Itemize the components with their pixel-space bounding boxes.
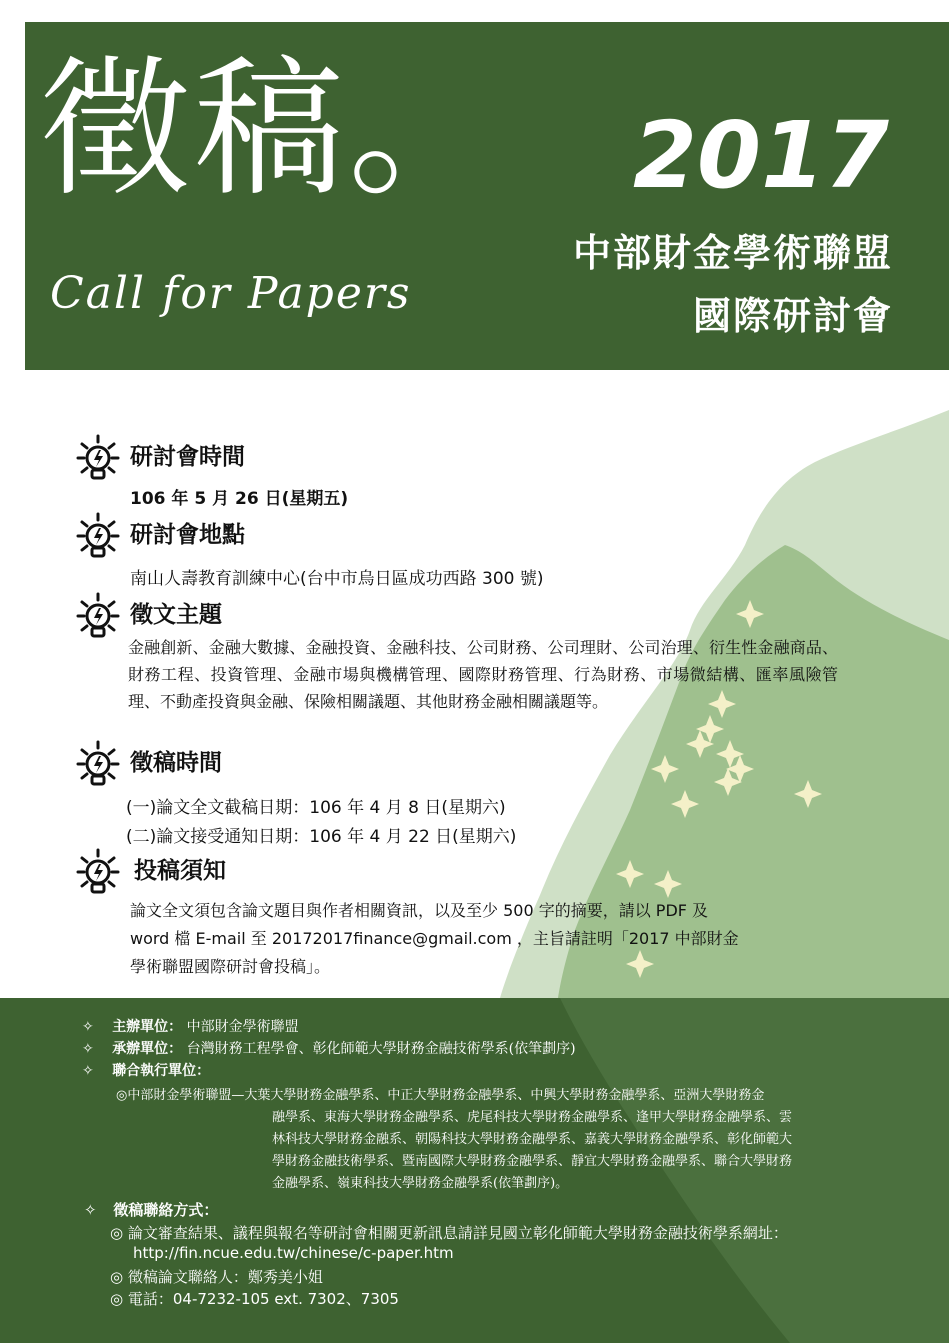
page-title: 徵稿。: [40, 43, 503, 217]
section-heading: 徵文主題: [130, 602, 222, 628]
submission-line-2: word 檔 E-mail 至 20172017finance@gmail.com ，主旨請註明「2017 中部財金: [130, 929, 739, 948]
executors-line-5: 金融學系、嶺東科技大學財務金融學系(依筆劃序)。: [272, 1176, 569, 1191]
executors-label: 聯合執行單位：: [112, 1063, 211, 1079]
submission-line-3: 學術聯盟國際研討會投稿」。: [130, 957, 331, 976]
sparkle-icon: ✧: [82, 1041, 94, 1057]
sparkle-icon: ✧: [84, 1201, 97, 1219]
executors-line-4: 學財務金融技術學系、暨南國際大學財務金融學系、靜宜大學財務金融學系、聯合大學財務: [272, 1154, 793, 1169]
section-heading: 投稿須知: [134, 858, 226, 884]
topics-text: 金融創新、金融大數據、金融投資、金融科技、公司財務、公司理財、公司治理、衍生性金融商品、財務工程、投資管理、金融市場與機構管理、國際財務管理、行為財務、市場微結構、匯率風險管理、不動產投資與金融、保險相關議題、其他財務金融相關議題等。: [128, 638, 838, 711]
sparkle-icon: ✧: [82, 1019, 94, 1035]
contact-row: [84, 1199, 218, 1220]
coorganizer-label: 承辦單位：: [112, 1041, 183, 1057]
page-subtitle: Call for Papers: [50, 268, 412, 319]
deadline-line-2: (二)論文接受通知日期：106 年 4 月 22 日(星期六): [126, 827, 517, 847]
contact-line-2: ◎ 徵稿論文聯絡人：鄭秀美小姐: [110, 1268, 323, 1286]
executors-row: [82, 1060, 210, 1080]
contact-url[interactable]: http://fin.ncue.edu.tw/chinese/c-paper.htm: [133, 1244, 454, 1262]
executors-line-1: ◎中部財金學術聯盟—大葉大學財務金融學系、中正大學財務金融學系、中興大學財務金融學系、亞洲大學財務金: [116, 1088, 765, 1103]
section-heading: 徵稿時間: [130, 750, 222, 776]
organizer-label: 主辦單位：: [112, 1019, 183, 1035]
executors-line-2: 融學系、東海大學財務金融學系、虎尾科技大學財務金融學系、逢甲大學財務金融學系、雲: [272, 1110, 793, 1125]
sparkle-icon: ✧: [82, 1063, 94, 1079]
coorganizer-row: [82, 1038, 576, 1058]
organizer-value: 中部財金學術聯盟: [186, 1019, 299, 1035]
contact-line-3: ◎ 電話：04-7232-105 ext. 7302、7305: [110, 1290, 399, 1308]
section-heading: 研討會時間: [130, 444, 245, 470]
event-date: 106 年 5 月 26 日(星期五): [130, 489, 349, 509]
event-venue: 南山人壽教育訓練中心(台中市烏日區成功西路 300 號): [130, 569, 544, 589]
section-heading: 研討會地點: [130, 522, 245, 548]
event-year: 2017: [632, 102, 889, 209]
contact-line-1: ◎ 論文審查結果、議程與報名等研討會相關更新訊息請詳見國立彰化師範大學財務金融技術學系網址：: [110, 1224, 788, 1242]
event-name: 國際研討會: [692, 294, 893, 338]
organization-name: 中部財金學術聯盟: [572, 231, 893, 275]
deadline-line-1: (一)論文全文截稿日期：106 年 4 月 8 日(星期六): [126, 798, 506, 818]
submission-line-1: 論文全文須包含論文題目與作者相關資訊，以及至少 500 字的摘要，請以 PDF 及: [130, 901, 709, 920]
executors-line-3: 林科技大學財務金融系、朝陽科技大學財務金融學系、嘉義大學財務金融學系、彰化師範大: [272, 1132, 793, 1147]
organizer-row: [82, 1016, 299, 1036]
contact-label: 徵稿聯絡方式：: [113, 1201, 219, 1219]
coorganizer-value: 台灣財務工程學會、彰化師範大學財務金融技術學系(依筆劃序): [186, 1041, 576, 1057]
